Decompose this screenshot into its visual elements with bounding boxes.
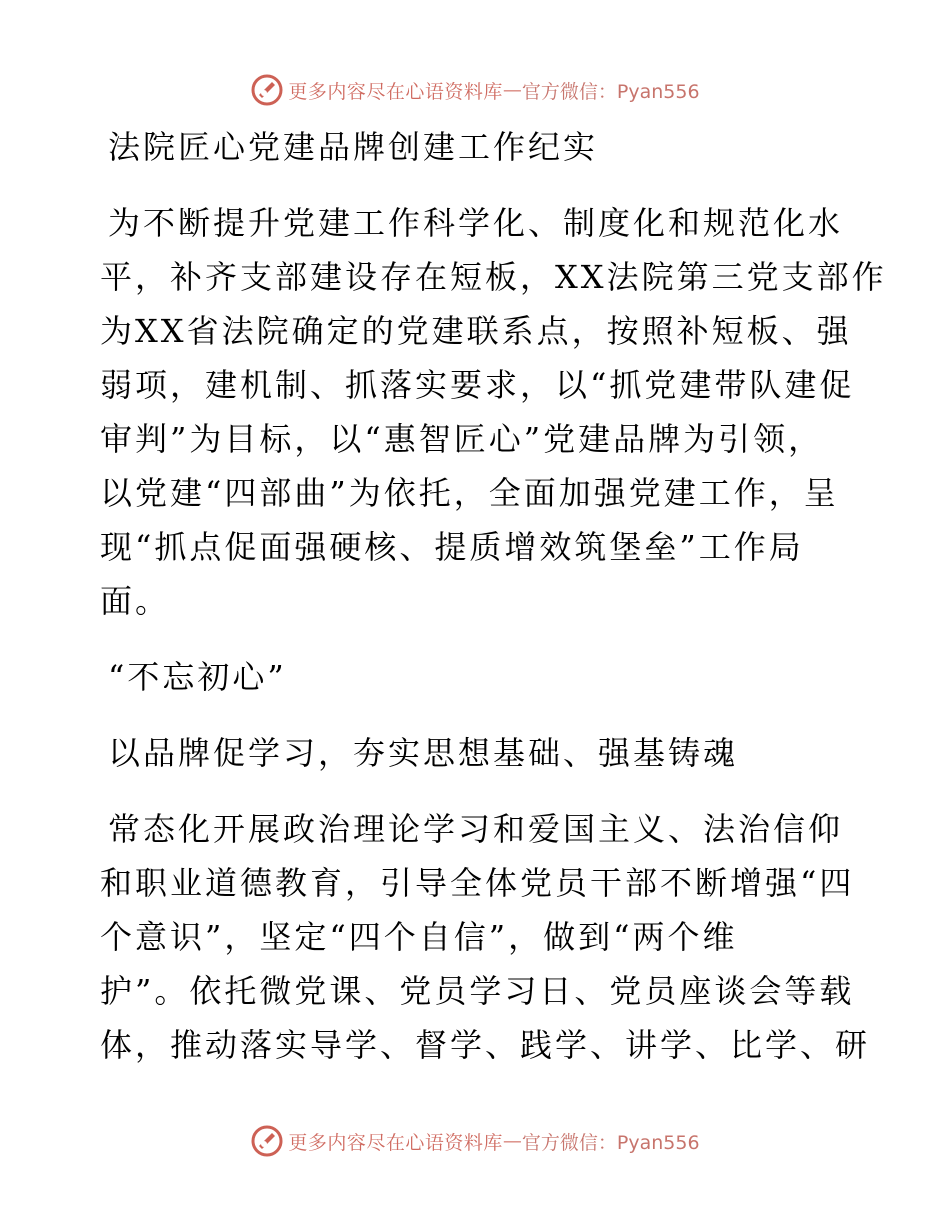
footer-banner (0, 1121, 950, 1161)
paragraph-line: 面。 (100, 582, 171, 620)
banner-separator: — (502, 1130, 522, 1152)
paragraph-2 (100, 802, 871, 1072)
brand-logo-icon (250, 73, 284, 107)
banner-text: 更多内容尽在心语资料库 (288, 80, 503, 103)
paragraph-line: 现“抓点促面强硬核、提质增效筑堡垒”工作局 (100, 528, 804, 566)
paragraph-1 (100, 196, 887, 628)
paragraph-line: 体，推动落实导学、督学、践学、讲学、比学、研 (100, 1026, 871, 1064)
brand-logo-icon (250, 1124, 284, 1158)
paragraph-line: 弱项，建机制、抓落实要求，以“抓党建带队建促 (100, 366, 855, 404)
document-body (100, 120, 887, 1072)
paragraph-line: 常态化开展政治理论学习和爱国主义、法治信仰 (108, 810, 844, 848)
section-heading: “不忘初心” (108, 658, 287, 696)
paragraph-line: 个意识”，坚定“四个自信”，做到“两个维 (100, 918, 738, 956)
banner-wechat: 官方微信：Pyan556 (521, 80, 700, 103)
subheading: 以品牌促学习，夯实思想基础、强基铸魂 (108, 734, 739, 772)
paragraph-line: 以党建“四部曲”为依托，全面加强党建工作，呈 (100, 474, 839, 512)
paragraph-line: 护”。依托微党课、党员学习日、党员座谈会等载 (100, 972, 855, 1010)
paragraph-line: 为XX省法院确定的党建联系点，按照补短板、强 (100, 312, 852, 350)
doc-title: 法院匠心党建品牌创建工作纪实 (108, 128, 599, 166)
banner-separator: — (502, 79, 522, 101)
paragraph-line: 审判”为目标，以“惠智匠心”党建品牌为引领， (100, 420, 824, 458)
banner-text: 更多内容尽在心语资料库 (288, 1131, 503, 1154)
banner-wechat: 官方微信：Pyan556 (521, 1131, 700, 1154)
paragraph-line: 和职业道德教育，引导全体党员干部不断增强“四 (100, 864, 855, 902)
paragraph-line: 为不断提升党建工作科学化、制度化和规范化水 (108, 204, 844, 242)
paragraph-line: 平，补齐支部建设存在短板，XX法院第三党支部作 (100, 258, 887, 296)
header-banner (0, 70, 950, 110)
